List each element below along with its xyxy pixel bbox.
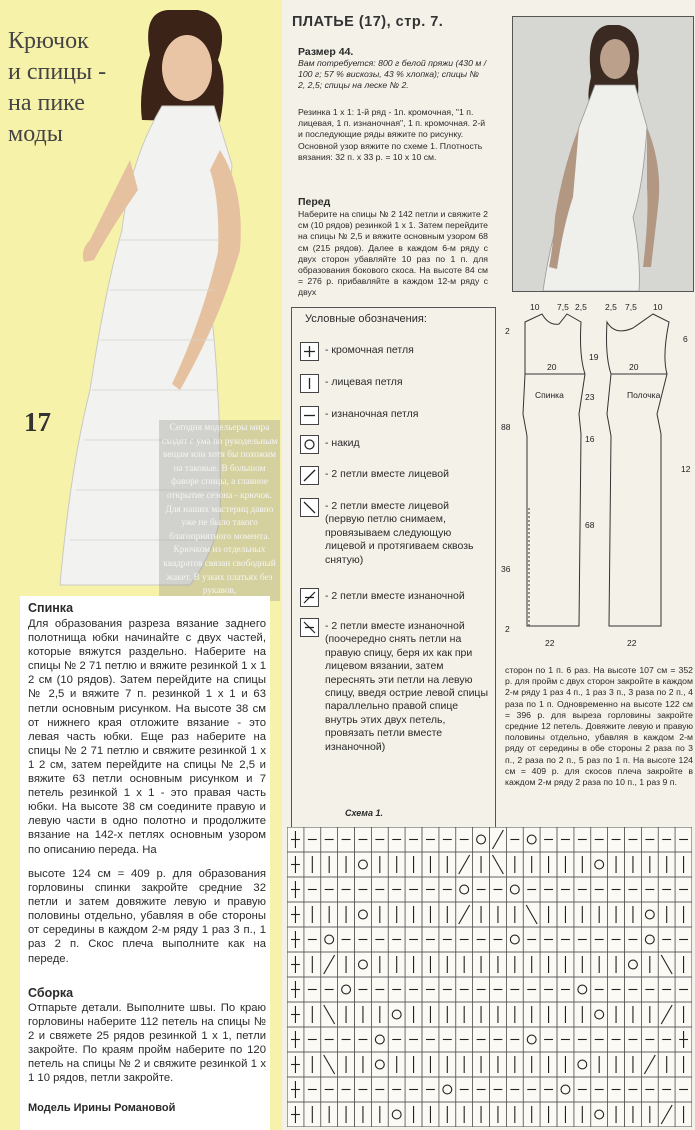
dim-label: 22 (627, 638, 637, 648)
back-text-continued: высоте 124 см = 409 р. для образования горловины спинки закройте средние 32 петли и затем довяжите левую и правую половины отдельно, убавляя в обе стороны от середины в каждом 2-м ряду 1 раз 3 п., 1 раз 2 п. Скос плеча выполните как на переде. (28, 868, 266, 965)
front-text-continued: сторон по 1 п. 6 раз. На высоте 107 см = 352 р. для пройм с двух сторон закройте в каждом 2-м ряду 1 раз 4 п., 1 раз 3 п., 3 раза по 2 п., 4 раза по 1 п. Одновременно на высоте 122 см = 396 р. для выреза горловины закройте средние 12 петель. Довяжите левую и правую половины отдельно, убавляя в каждом 2-м ряду от середины в обе стороны 2 раза по 3 п., 2 раза по 2 п., 5 раз по 1 п. На высоте 124 см = 409 р. для скосов плеча закройте в каждом 2-м ряду 2 раза по 10 п., 1 раз 9 п. (505, 665, 693, 788)
dim-label: 16 (585, 434, 595, 444)
ssk-icon (300, 498, 319, 517)
dim-label: 36 (501, 564, 511, 574)
assembly-title: Сборка (28, 986, 74, 1000)
legend-text: - изнаночная петля (325, 408, 419, 420)
author: Модель Ирины Романовой (28, 1102, 176, 1114)
legend-text: - кромочная петля (325, 344, 414, 356)
legend-text: - 2 петли вместе лицевой (325, 468, 449, 480)
dim-label: 2,5 (605, 302, 617, 312)
dim-label: 12 (681, 464, 691, 474)
dim-label: 22 (545, 638, 555, 648)
materials-text: Вам потребуется: 800 г белой пряжи (430 м / 100 г; 57 % вискозы, 43 % хлопка); спицы № 2, 2,5; спицы на леске № 2. (298, 58, 487, 91)
k2tog-icon (300, 466, 319, 485)
dress-title: ПЛАТЬЕ (17), стр. 7. (292, 14, 444, 30)
legend-text: - 2 петли вместе изнаночной (325, 590, 465, 602)
back-text: Для образования разреза вязание заднего полотнища юбки начинайте с двух частей, которые вяжутся раздельно. Наберите на спицы № 2 71 петлю и вяжите резинкой 1 х 1 2 см (10 рядов). Затем перейдите на спицы № 2,5 и вяжите 7 п. резинкой 1 х 1 и 63 петли основным рисунком. На высоте 38 см от нижнего края отложите вязание - это левая часть юбки. Еще раз наберите на спицы № 2 71 петлю и свяжите резинкой 1 х 1 2 см, затем перейдите на спицы № 2,5 и вяжите 63 петли основным рисунком и 7 петель резинкой 1 х 1 - это правая часть юбки. На высоте 38 см соедините правую и левую части в одно полотно и продолжите вязание на 142-х петлях основным узором по описанию переда. На (28, 618, 266, 856)
dim-label: 10 (530, 302, 540, 312)
back-label: Спинка (535, 390, 564, 400)
front-label: Полочка (627, 390, 661, 400)
purl-icon (300, 406, 319, 425)
size-title: Размер 44. (298, 46, 354, 58)
dress-photo (512, 16, 694, 292)
legend-text: - накид (325, 437, 360, 449)
edge-stitch-icon (300, 342, 319, 361)
heading-line: Крючок (8, 28, 89, 54)
ssp-icon (300, 618, 319, 637)
dim-label: 88 (501, 422, 511, 432)
pattern-diagram (497, 296, 695, 656)
legend-text: - 2 петли вместе изнаночной (поочередно снять петли на правую спицу, беря их как при лицевом вязании, затем переснять эти петли на левую спицу, введя острие левой спицы параллельно правой спице внутрь этих двух петель, провязать петли вместе изнаночной) (325, 620, 488, 753)
dim-label: 23 (585, 392, 595, 402)
section-heading (8, 26, 148, 150)
dim-label: 10 (653, 302, 663, 312)
dim-label: 20 (547, 362, 557, 372)
knit-icon (300, 374, 319, 393)
intro-text: Сегодня модельеры мира сходят с ума по рукодельным вещам или хотя бы похожим на таковые. В большом фаворе спицы, а главное открытие сезона - крючок. Для наших мастериц давно уже не было такого благоприятного момента. Крючком из отдельных квадратов связан свободный жакет. В узких платьях без рукавов, (159, 420, 280, 601)
knitting-chart (287, 827, 692, 1127)
dim-label: 2,5 (575, 302, 587, 312)
heading-line: моды (8, 121, 63, 147)
dim-label: 20 (629, 362, 639, 372)
heading-line: и спицы - (8, 59, 107, 85)
schema-label: Схема 1. (345, 808, 383, 818)
yarn-over-icon (300, 435, 319, 454)
dim-label: 6 (683, 334, 688, 344)
page-number: 17 (24, 407, 51, 437)
legend-text: - 2 петли вместе лицевой (первую петлю снимаем, провязываем следующую лицевой и протягиваем сквозь снятую) (325, 500, 474, 566)
dim-label: 7,5 (625, 302, 637, 312)
dim-label: 19 (589, 352, 599, 362)
back-title: Спинка (28, 601, 74, 615)
legend-title: Условные обозначения: (305, 313, 427, 325)
assembly-text: Отпарьте детали. Выполните швы. По краю горловины наберите 112 петель на спицы № 2 и свяжете 25 рядов резинкой 1 х 1, петли закройте. По краям пройм наберите по 120 петель на спицы № 2 и свяжите резинкой 1 х 1 10 рядов, петли закройте. (28, 1002, 266, 1085)
front-text: Наберите на спицы № 2 142 петли и свяжите 2 см (10 рядов) резинкой 1 х 1. Затем перейдите на спицы № 2,5 и вяжите основным узором 68 см (215 рядов). Далее в каждом 6-м ряду с двух сторон убавляйте 10 раз по 1 п. для образования бокового скоса. На высоте 84 см = 276 р. прибавляйте в каждом 12-м ряду с двух (298, 209, 488, 298)
p2tog-icon (300, 588, 319, 607)
legend-text: - лицевая петля (325, 376, 403, 388)
rib-text: Резинка 1 х 1: 1-й ряд - 1п. кромочная, "1 п. лицевая, 1 п. изнаночная", 1 п. кромочная. 2-й и последующие ряды вяжите по рисунку. Основной узор вяжите по схеме 1. Плотность вязания: 32 п. х 33 р. = 10 х 10 см. (298, 107, 486, 162)
heading-line: на пике (8, 90, 85, 116)
dim-label: 7,5 (557, 302, 569, 312)
front-title: Перед (298, 196, 331, 208)
dim-label: 68 (585, 520, 595, 530)
dim-label: 2 (505, 624, 510, 634)
dim-label: 2 (505, 326, 510, 336)
